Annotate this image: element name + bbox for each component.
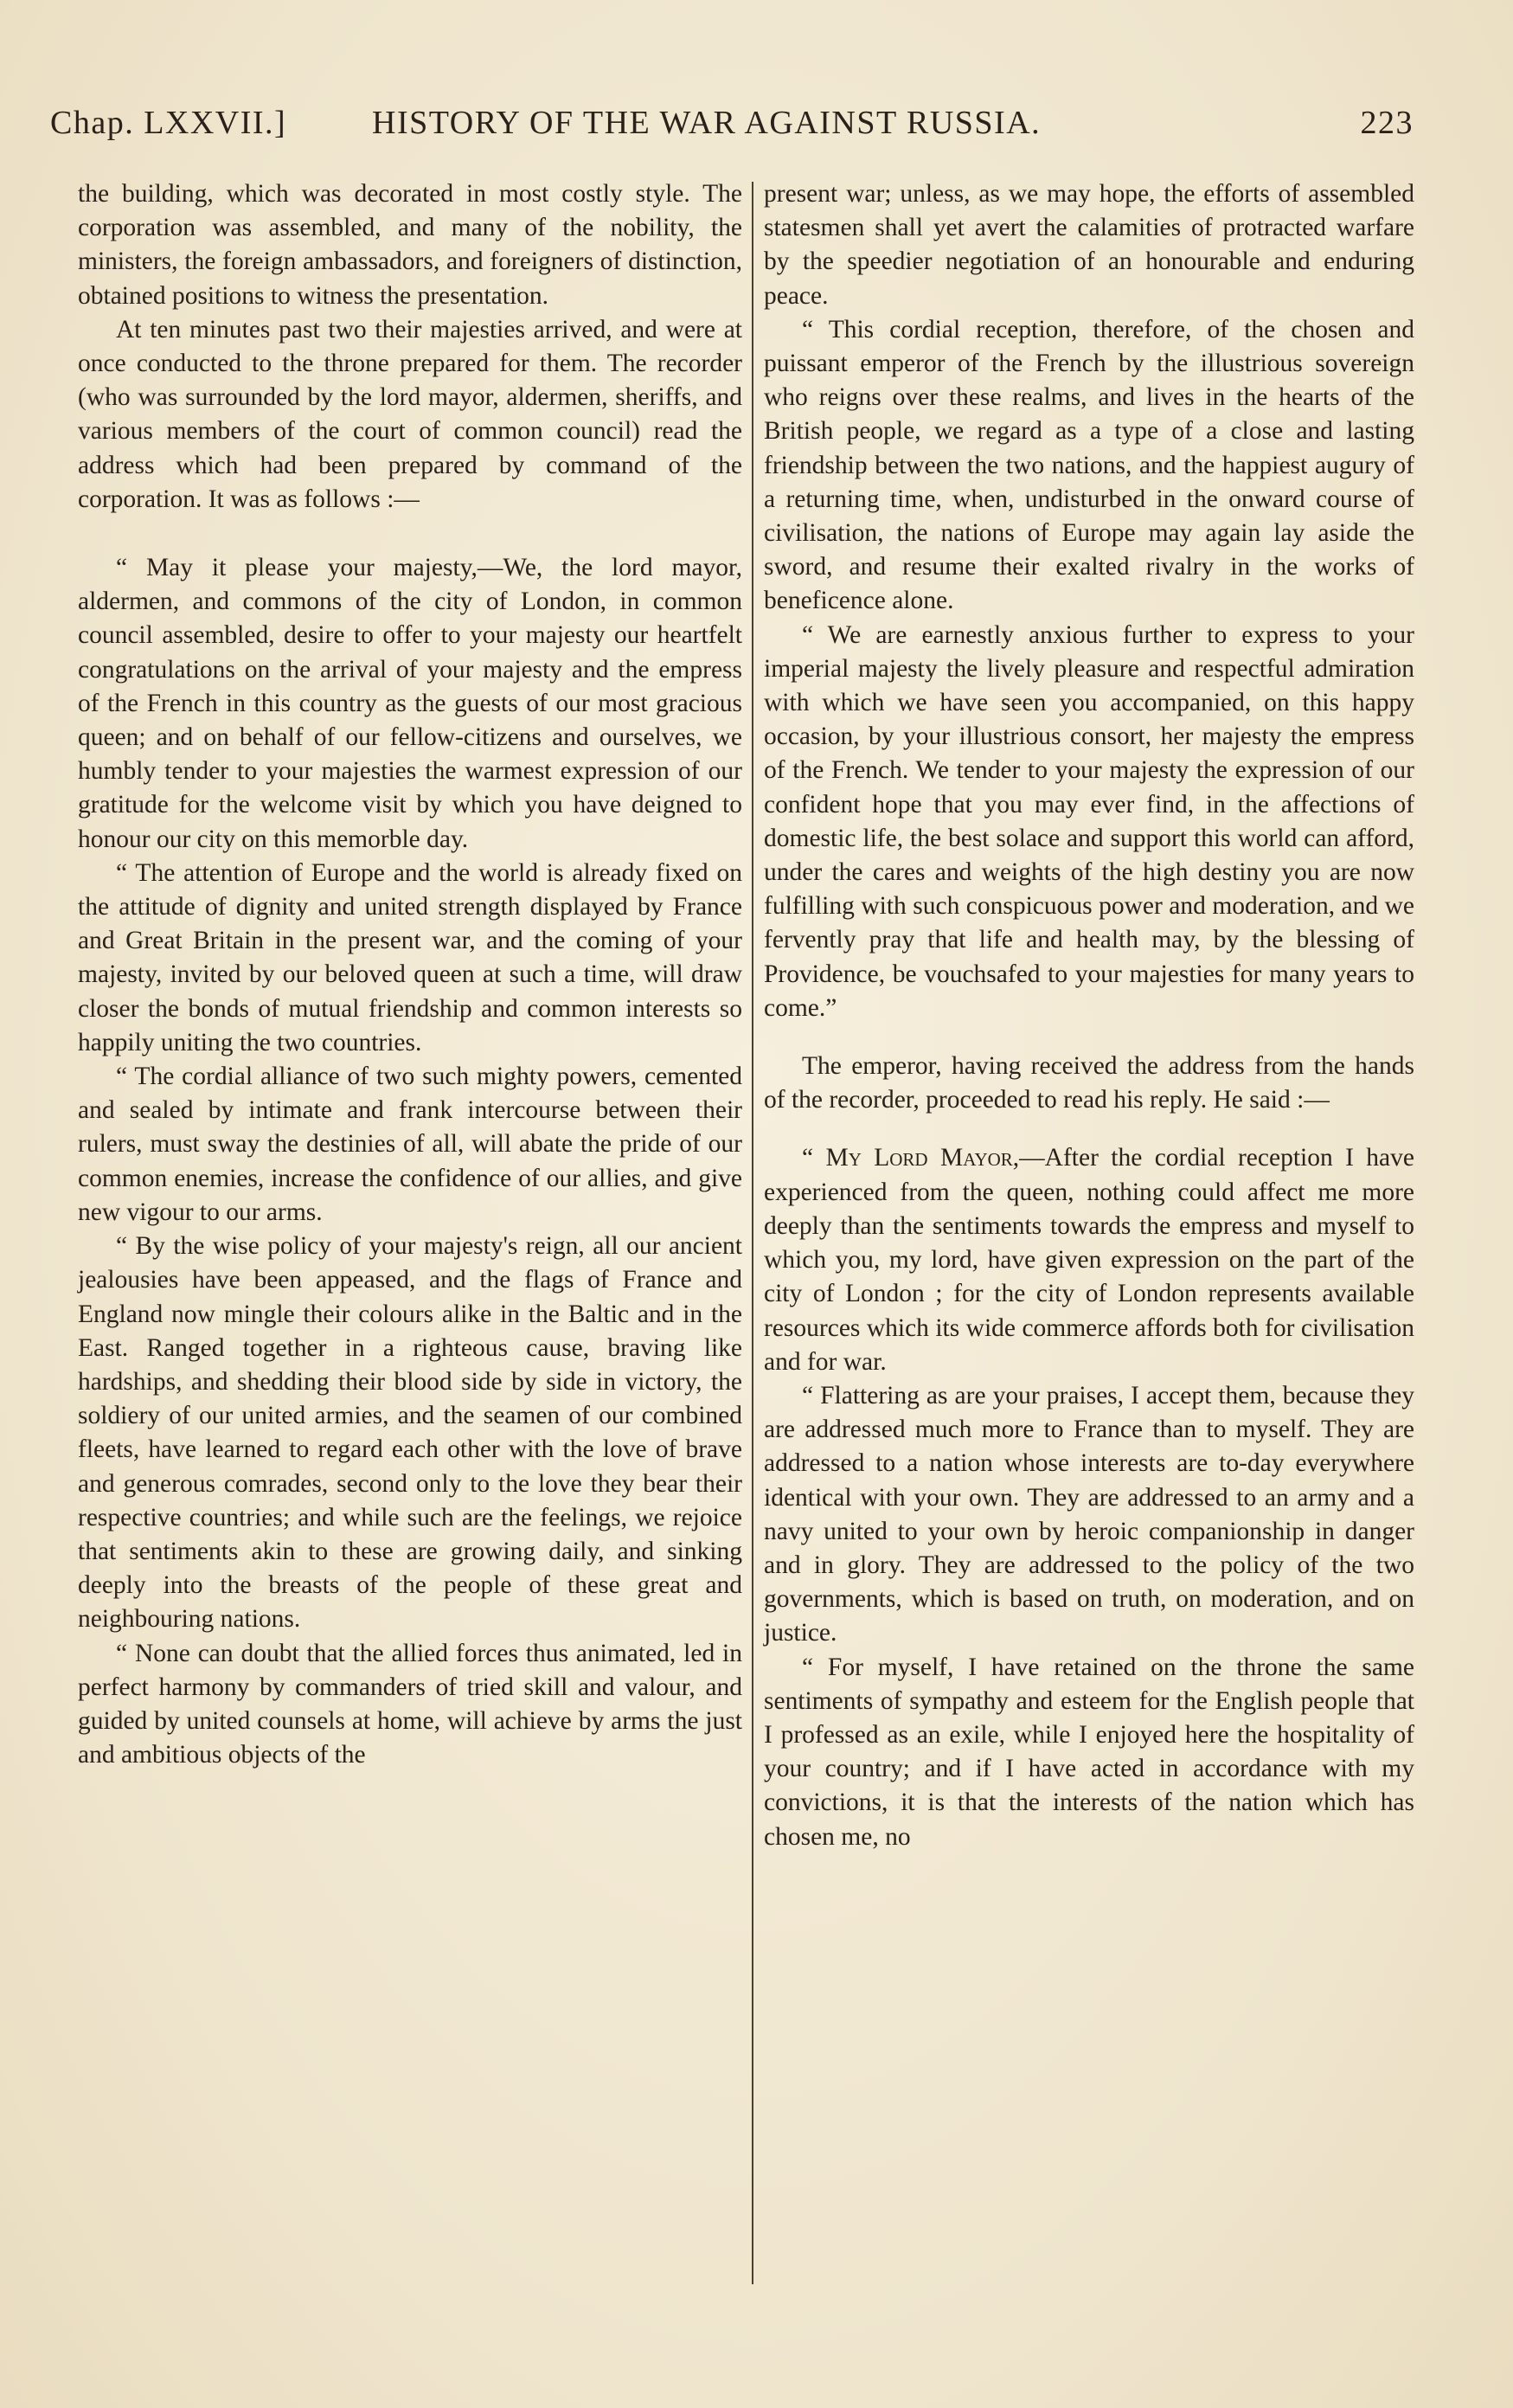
salutation: “ My Lord Mayor, [802, 1144, 1020, 1172]
page-number: 223 [1360, 105, 1414, 141]
address-paragraph: “ By the wise policy of your majesty's reign, all our ancient jealousies have been appeased, and the flags of France and England now mingle their colours alike in the Baltic and in the East. Ranged together in a righteous cause, braving like hardships, and shedding their blood side by side in victory, the soldiery of our united armies, and the seamen of our combined fleets, have learned to regard each other with the love of brave and generous comrades, second only to the love they bear their respective countries; and while such are the feelings, we rejoice that sentiments akin to these are growing daily, and sinking deeply into the breasts of the people of these great and neighbouring nations. [78, 1232, 742, 1634]
column-divider [752, 182, 753, 2284]
running-header [50, 104, 1414, 145]
address-paragraph: “ None can doubt that the allied forces thus animated, led in perfect harmony by commanders of tried skill and valour, and guided by united counsels at home, will achieve by arms the just and ambitious objects of the [78, 1639, 742, 1769]
left-column [78, 177, 742, 1772]
running-title: HISTORY OF THE WAR AGAINST RUSSIA. [372, 105, 1042, 141]
address-paragraph: “ The cordial alliance of two such mighty powers, cemented and sealed by intimate and frank intercourse between their rulers, must sway the destinies of all, will abate the pride of our common enemies, increase the confidence of our allies, and give new vigour to our arms. [78, 1063, 742, 1226]
address-paragraph: present war; unless, as we may hope, the efforts of assembled statesmen shall yet avert the calamities of protracted warfare by the speedier negotiation of an honourable and enduring peace. [764, 180, 1414, 310]
reply-paragraph [764, 1141, 1414, 1378]
address-paragraph: “ May it please your majesty,—We, the lord mayor, aldermen, and commons of the city of London, in common council assembled, desire to offer to your majesty our heartfelt congratulations on the arrival of your majesty and the empress of the French in this country as the guests of our most gracious queen; and on behalf of our fellow-citizens and ourselves, we humbly tender to your majesties the warmest expression of our gratitude for the welcome visit by which you have deigned to honour our city on this memorble day. [78, 554, 742, 853]
paragraph: The emperor, having received the address from the hands of the recorder, proceeded to read his reply. He said :— [764, 1052, 1414, 1114]
address-paragraph: “ The attention of Europe and the world is already fixed on the attitude of dignity and united strength displayed by France and Great Britain in the present war, and the coming of your majesty, invited by our beloved queen at such a time, will draw closer the bonds of mutual friendship and common interests so happily uniting the two countries. [78, 858, 742, 1056]
address-paragraph: “ We are earnestly anxious further to express to your imperial majesty the lively pleasure and respectful admiration with which we have seen you accompanied, on this happy occasion, by your illustrious consort, her majesty the empress of the French. We tender to your majesty the expression of our confident hope that you may ever find, in the affections of domestic life, the best solace and support this world can afford, under the cares and weights of the high destiny you are now fulfilling with such conspicuous power and moderation, and we fervently pray that life and health may, by the blessing of Providence, be vouchsafed to your majesties for many years to come.” [764, 620, 1414, 1022]
chapter-label: Chap. LXXVII.] [50, 105, 287, 141]
paragraph: the building, which was decorated in most costly style. The corporation was assembled, and many of the nobility, the ministers, the foreign ambassadors, and foreigners of distinction, obtained positions to witness the presentation. [78, 180, 742, 310]
right-column [764, 177, 1414, 1854]
reply-text: —After the cordial reception I have experienced from the queen, nothing could affect me more deeply than the sentiments towards the empress and myself to which you, my lord, have given expression on the part of the city of London ; for the city of London represents available resources which its wide commerce affords both for civilisation and for war. [764, 1144, 1414, 1376]
address-paragraph: “ This cordial reception, therefore, of the chosen and puissant emperor of the French by the illustrious sovereign who reigns over these realms, and lives in the hearts of the British people, we regard as a type of a close and lasting friendship between the two nations, and the happiest augury of a returning time, when, undisturbed in the onward course of civilisation, the nations of Europe may again lay aside the sword, and resume their exalted rivalry in the works of beneficence alone. [764, 315, 1414, 615]
reply-paragraph: “ For myself, I have retained on the throne the same sentiments of sympathy and esteem for the English people that I professed as an exile, while I enjoyed here the hospitality of your country; and if I have acted in accordance with my convictions, it is that the interests of the nation which has chosen me, no [764, 1653, 1414, 1851]
paragraph: At ten minutes past two their majesties arrived, and were at once conducted to the throne prepared for them. The recorder (who was surrounded by the lord mayor, aldermen, sheriffs, and various members of the court of common council) read the address which had been prepared by command of the corporation. It was as follows :— [78, 315, 742, 513]
reply-paragraph: “ Flattering as are your praises, I accept them, because they are addressed much more to France than to myself. They are addressed to a nation whose interests are to-day everywhere identical with your own. They are addressed to an army and a navy united to your own by heroic companionship in danger and in glory. They are addressed to the policy of the two governments, which is based on truth, on moderation, and on justice. [764, 1381, 1414, 1647]
